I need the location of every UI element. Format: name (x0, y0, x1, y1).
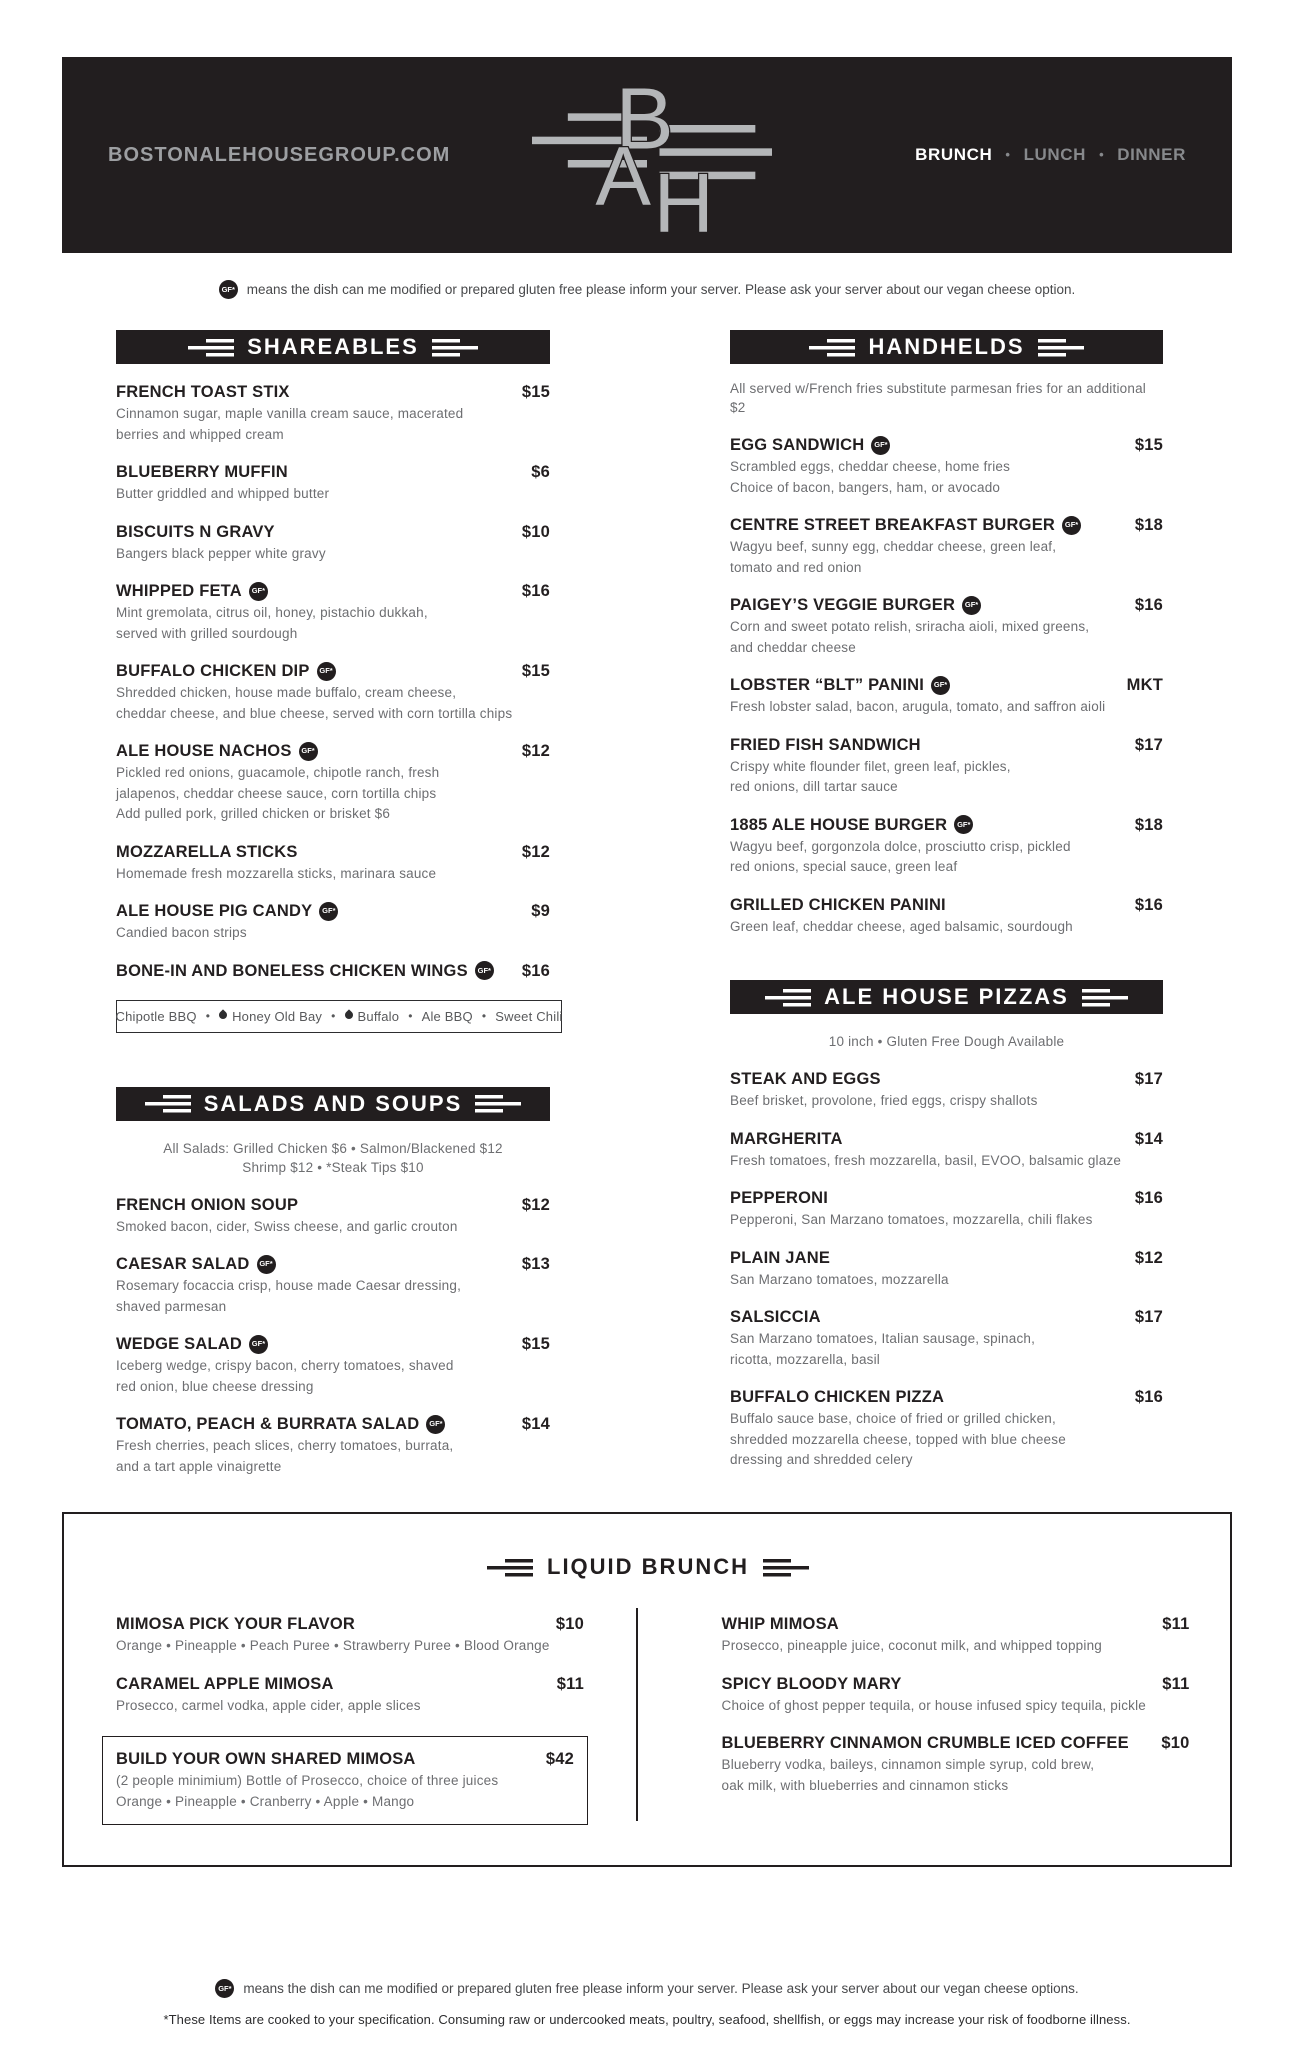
sauce-option: Buffalo (345, 1009, 400, 1024)
item-name: BLUEBERRY CINNAMON CRUMBLE ICED COFFEE (721, 1734, 1129, 1752)
gf-badge-icon: GF* (317, 662, 336, 681)
liquid-brunch-section (62, 1512, 1232, 1867)
item-name: WEDGE SALAD (116, 1335, 242, 1353)
bullet-separator: • (408, 1009, 413, 1023)
liquid-brunch-left-items (116, 1596, 584, 1825)
item-description: Candied bacon strips (116, 925, 247, 940)
item-header (116, 580, 550, 602)
item-description: and cheddar cheese (730, 639, 856, 655)
menu-item (116, 1413, 550, 1476)
item-price: $11 (1162, 1674, 1190, 1693)
header-bar (62, 57, 1232, 253)
bah-monogram-logo (522, 65, 772, 250)
item-description: Wagyu beef, gorgonzola dolce, prosciutto crisp, pickled (730, 838, 1071, 854)
gf-badge-icon: GF* (249, 1335, 268, 1354)
item-name: STEAK AND EGGS (730, 1070, 881, 1088)
item-header (116, 521, 550, 543)
item-description: Cinnamon sugar, maple vanilla cream sauce, macerated (116, 406, 464, 421)
item-name: PLAIN JANE (730, 1248, 831, 1267)
menu-item (722, 1613, 1190, 1656)
item-header (730, 674, 1163, 696)
nav-tab-brunch: BRUNCH (915, 145, 993, 164)
liquid-brunch-right-items (722, 1596, 1190, 1825)
item-name: CENTRE STREET BREAKFAST BURGER (730, 516, 1056, 534)
spicy-drop-icon (343, 1009, 354, 1020)
bullet-separator: • (481, 1009, 487, 1023)
triple-lines-icon (1038, 338, 1084, 357)
triple-lines-icon (765, 988, 811, 1007)
section-header-handhelds (730, 330, 1163, 364)
item-price: $16 (1134, 596, 1163, 614)
item-name: SALSICCIA (730, 1308, 821, 1326)
shareables-items (116, 381, 550, 982)
item-price: $14 (521, 1415, 550, 1433)
item-name: LOBSTER “BLT” PANINI (730, 676, 925, 694)
sauce-option: Sweet Chili (495, 1008, 563, 1024)
item-name: EGG SANDWICH (730, 436, 865, 454)
gf-badge-icon: GF* (426, 1415, 445, 1434)
menu-item (116, 1333, 550, 1396)
item-description: San Marzano tomatoes, Italian sausage, spinach, (730, 1331, 1036, 1346)
item-price: $12 (521, 742, 550, 760)
gf-badge-icon: GF* (319, 902, 338, 921)
item-name: BLUEBERRY MUFFIN (116, 463, 288, 481)
item-price: $15 (1134, 436, 1163, 454)
item-description: Corn and sweet potato relish, sriracha aioli, mixed greens, (730, 619, 1090, 634)
item-description: Beef brisket, provolone, fried eggs, crispy shallots (730, 1093, 1038, 1108)
triple-lines-icon (475, 1094, 521, 1113)
item-header (116, 461, 550, 483)
triple-lines-icon (432, 338, 478, 357)
item-description: ricotta, mozzarella, basil (730, 1351, 881, 1367)
item-description: Rosemary focaccia crisp, house made Caesar dressing, (116, 1278, 462, 1293)
sauce-option: Honey Old Bay (219, 1009, 322, 1024)
spicy-drop-icon (217, 1009, 228, 1020)
item-price: $11 (1162, 1615, 1190, 1633)
item-name: BUFFALO CHICKEN DIP (116, 662, 310, 680)
sauce-option: Ale BBQ (421, 1008, 473, 1024)
menu-item (102, 1736, 588, 1825)
menu-item (116, 960, 550, 982)
item-name: FRENCH TOAST STIX (116, 383, 290, 401)
item-description: jalapenos, cheddar cheese sauce, corn tortilla chips (116, 785, 437, 801)
item-description: Choice of bacon, bangers, ham, or avocado (730, 479, 1001, 495)
item-price: $16 (1134, 1388, 1163, 1406)
item-price: $16 (1134, 1189, 1163, 1207)
raw-food-disclaimer: *These Items are cooked to your specification. Consuming raw or undercooked meats, poultry, seafood, shellfish, or eggs may increase your risk of foodborne illness. (163, 2012, 1131, 2027)
menu-item (730, 814, 1163, 877)
item-description: Pepperoni, San Marzano tomatoes, mozzarella, chili flakes (730, 1212, 1093, 1227)
menu-item (116, 381, 550, 444)
item-header (116, 1194, 550, 1216)
menu-item (116, 1673, 584, 1716)
item-price: $13 (521, 1255, 550, 1273)
svg-text:B: B (615, 69, 674, 168)
left-column (115, 330, 563, 1476)
item-header (116, 960, 550, 982)
gf-badge-icon: GF* (475, 961, 494, 980)
menu-item (730, 434, 1163, 497)
menu-item (116, 461, 550, 504)
pizzas-items (730, 1068, 1163, 1470)
section-header-liquid-brunch (116, 1554, 1180, 1580)
gf-badge-icon: GF* (871, 436, 890, 455)
item-description: Buffalo sauce base, choice of fried or grilled chicken, (730, 1411, 1056, 1426)
item-header (730, 594, 1163, 616)
salads-items (116, 1194, 550, 1477)
item-description: Blueberry vodka, baileys, cinnamon simple syrup, cold brew, (721, 1757, 1095, 1772)
item-description: Fresh tomatoes, fresh mozzarella, basil, EVOO, balsamic glaze (730, 1152, 1122, 1168)
item-header (722, 1613, 1190, 1635)
column-divider (636, 1608, 638, 1821)
pizzas-note: 10 inch • Gluten Free Dough Available (828, 1034, 1065, 1049)
item-name: WHIPPED FETA (116, 582, 242, 600)
item-price: $10 (555, 1615, 584, 1633)
item-description: served with grilled sourdough (116, 625, 298, 641)
bullet-separator: • (205, 1009, 211, 1023)
item-name: CAESAR SALAD (116, 1255, 250, 1273)
menu-item (730, 1068, 1163, 1111)
item-description: and a tart apple vinaigrette (116, 1458, 282, 1474)
menu-item (116, 841, 550, 884)
item-price: $16 (1134, 895, 1163, 914)
item-price: $14 (1134, 1129, 1163, 1148)
item-description: San Marzano tomatoes, mozzarella (730, 1271, 949, 1287)
item-description: red onions, dill tartar sauce (730, 779, 898, 794)
item-price: MKT (1126, 676, 1163, 694)
menu-item (730, 1128, 1163, 1171)
item-description: Add pulled pork, grilled chicken or brisket $6 (116, 806, 391, 821)
menu-item (730, 1247, 1163, 1290)
item-name: ALE HOUSE NACHOS (116, 742, 292, 760)
item-description: shredded mozzarella cheese, topped with blue cheese (730, 1431, 1066, 1447)
section-title: HANDHELDS (868, 334, 1025, 359)
item-name: BISCUITS N GRAVY (116, 522, 275, 541)
item-price: $16 (521, 582, 550, 600)
svg-text:A: A (595, 130, 651, 223)
bullet-separator: • (331, 1009, 336, 1023)
item-price: $15 (521, 662, 550, 680)
menu-item (730, 894, 1163, 937)
item-description: Orange • Pineapple • Peach Puree • Strawberry Puree • Blood Orange (116, 1638, 550, 1653)
gf-badge-icon: GF* (962, 596, 981, 615)
item-header (730, 1068, 1163, 1090)
triple-lines-icon (487, 1558, 533, 1577)
website-url: BOSTONALEHOUSEGROUP.COM (108, 143, 451, 166)
gluten-free-note-text: means the dish can me modified or prepared gluten free please inform your server. Please ask your server about our vegan cheese option. (246, 282, 1076, 297)
item-name: MIMOSA PICK YOUR FLAVOR (116, 1615, 355, 1633)
item-header (730, 1306, 1163, 1328)
item-name: BUILD YOUR OWN SHARED MIMOSA (116, 1750, 416, 1768)
item-name: CARAMEL APPLE MIMOSA (116, 1674, 334, 1693)
item-header (116, 900, 550, 922)
menu-item (730, 734, 1163, 797)
item-name: MOZZARELLA STICKS (116, 842, 298, 861)
item-price: $16 (521, 961, 550, 980)
item-description: Choice of ghost pepper tequila, or house infused spicy tequila, pickle (721, 1697, 1147, 1713)
menu-item (116, 1613, 584, 1656)
menu-columns (62, 330, 1232, 1476)
item-price: $12 (1134, 1248, 1163, 1267)
menu-item (730, 594, 1163, 657)
item-name: FRIED FISH SANDWICH (730, 735, 921, 754)
section-title: SHAREABLES (247, 334, 419, 359)
section-header-salads-and-soups (116, 1087, 550, 1121)
triple-lines-icon (809, 338, 855, 357)
item-name: ALE HOUSE PIG CANDY (116, 902, 313, 920)
item-price: $18 (1134, 815, 1163, 834)
section-header-ale-house-pizzas (730, 980, 1163, 1014)
handhelds-items (730, 434, 1163, 936)
item-header (116, 381, 550, 403)
item-description: Scrambled eggs, cheddar cheese, home fries (730, 459, 1011, 474)
item-header (116, 1673, 584, 1695)
item-description: Pickled red onions, guacamole, chipotle ranch, fresh (116, 765, 440, 780)
handhelds-note: All served w/French fries substitute parmesan fries for an additional $2 (730, 381, 1146, 415)
gf-badge-icon: GF* (257, 1255, 276, 1274)
triple-lines-icon (763, 1558, 809, 1577)
menu-item (116, 900, 550, 943)
nav-tab-dinner: • DINNER (1086, 145, 1186, 165)
item-header (116, 1413, 550, 1435)
item-description: Wagyu beef, sunny egg, cheddar cheese, green leaf, (730, 539, 1057, 554)
item-price: $10 (1161, 1734, 1190, 1752)
item-price: $6 (531, 463, 550, 481)
item-description: shaved parmesan (116, 1298, 227, 1314)
item-header (722, 1732, 1190, 1754)
item-description: Fresh cherries, peach slices, cherry tomatoes, burrata, (116, 1438, 454, 1453)
item-description: cheddar cheese, and blue cheese, served with corn tortilla chips (116, 705, 513, 721)
gf-badge-icon: GF* (249, 582, 268, 601)
gf-badge-icon: GF* (219, 280, 238, 299)
item-name: FRENCH ONION SOUP (116, 1195, 299, 1214)
gf-badge-icon: GF* (931, 676, 950, 695)
item-header (116, 1333, 550, 1355)
item-price: $18 (1134, 516, 1163, 534)
gluten-free-note-top (0, 280, 1294, 299)
menu-item (116, 580, 550, 643)
item-price: $17 (1134, 735, 1163, 754)
wing-sauces-box (116, 1000, 562, 1033)
item-header (722, 1673, 1190, 1695)
item-name: 1885 ALE HOUSE BURGER (730, 815, 948, 834)
item-header (730, 814, 1163, 836)
salads-note-line2: Shrimp $12 • *Steak Tips $10 (242, 1159, 424, 1175)
item-name: TOMATO, PEACH & BURRATA SALAD (116, 1415, 420, 1433)
item-price: $12 (521, 1195, 550, 1214)
item-description: red onion, blue cheese dressing (116, 1378, 314, 1394)
item-header (116, 1253, 550, 1275)
item-header (730, 1386, 1163, 1408)
menu-item (730, 1306, 1163, 1369)
section-header-shareables (116, 330, 550, 364)
item-header (730, 734, 1163, 756)
item-description: Bangers black pepper white gravy (116, 545, 326, 561)
item-header (730, 1128, 1163, 1150)
brunch-menu-page (0, 57, 1294, 2057)
item-description: Fresh lobster salad, bacon, arugula, tomato, and saffron aioli (730, 699, 1106, 714)
item-header (730, 514, 1163, 536)
item-price: $17 (1134, 1308, 1163, 1326)
item-price: $9 (531, 902, 550, 920)
section-title: SALADS AND SOUPS (203, 1090, 463, 1116)
item-description: Mint gremolata, citrus oil, honey, pistachio dukkah, (116, 605, 428, 620)
item-name: WHIP MIMOSA (721, 1615, 839, 1633)
item-description: Prosecco, carmel vodka, apple cider, apple slices (116, 1697, 421, 1713)
item-header (116, 841, 550, 863)
item-name: MARGHERITA (730, 1129, 843, 1148)
item-header (730, 1187, 1163, 1209)
triple-lines-icon (145, 1094, 191, 1113)
item-price: $12 (521, 842, 550, 861)
item-description: Shredded chicken, house made buffalo, cream cheese, (116, 685, 457, 700)
item-description: (2 people minimium) Bottle of Prosecco, choice of three juices (116, 1773, 499, 1788)
footer-notes (0, 1979, 1294, 2027)
gluten-free-note-bottom (0, 1979, 1294, 1998)
item-description: Green leaf, cheddar cheese, aged balsamic, sourdough (730, 918, 1073, 934)
item-description: Iceberg wedge, crispy bacon, cherry tomatoes, shaved (116, 1358, 454, 1373)
item-price: $17 (1134, 1070, 1163, 1088)
item-name: SPICY BLOODY MARY (721, 1674, 902, 1693)
menu-item (116, 1194, 550, 1237)
item-name: PEPPERONI (730, 1189, 829, 1207)
menu-item (116, 1253, 550, 1316)
item-description: Orange • Pineapple • Cranberry • Apple • Mango (116, 1793, 415, 1809)
item-description: dressing and shredded celery (730, 1452, 913, 1467)
nav-tab-lunch: • LUNCH (992, 145, 1086, 165)
item-header (730, 1247, 1163, 1269)
salads-note (116, 1139, 550, 1177)
item-description: Smoked bacon, cider, Swiss cheese, and garlic crouton (116, 1218, 458, 1234)
item-price: $42 (545, 1750, 574, 1768)
salads-note-line1: All Salads: Grilled Chicken $6 • Salmon/Blackened $12 (163, 1140, 503, 1156)
item-header (116, 740, 550, 762)
menu-item (730, 514, 1163, 577)
item-name: PAIGEY’S VEGGIE BURGER (730, 596, 956, 614)
gf-badge-icon: GF* (1062, 516, 1081, 535)
item-description: Crispy white flounder filet, green leaf, pickles, (730, 758, 1011, 774)
menu-item (730, 1187, 1163, 1230)
item-header (116, 660, 550, 682)
item-header (730, 894, 1163, 916)
svg-text:H: H (653, 156, 714, 250)
menu-item (116, 740, 550, 824)
item-description: Homemade fresh mozzarella sticks, marinara sauce (116, 865, 437, 881)
item-description: Butter griddled and whipped butter (116, 486, 330, 501)
item-name: BUFFALO CHICKEN PIZZA (730, 1388, 945, 1406)
item-name: GRILLED CHICKEN PANINI (730, 895, 946, 914)
menu-item (116, 521, 550, 564)
item-description: red onions, special sauce, green leaf (730, 859, 958, 874)
item-description: berries and whipped cream (116, 426, 284, 442)
gf-badge-icon: GF* (215, 1979, 234, 1998)
menu-item (722, 1732, 1190, 1795)
item-price: $11 (556, 1674, 584, 1693)
section-title: ALE HOUSE PIZZAS (824, 984, 1069, 1009)
gf-badge-icon: GF* (299, 742, 318, 761)
section-title: LIQUID BRUNCH (547, 1554, 749, 1579)
item-price: $15 (521, 1335, 550, 1353)
triple-lines-icon (1082, 988, 1128, 1007)
item-price: $10 (521, 522, 550, 541)
item-header (116, 1613, 584, 1635)
item-description: tomato and red onion (730, 559, 862, 575)
item-price: $15 (521, 383, 550, 401)
menu-item (730, 1386, 1163, 1470)
item-description: Prosecco, pineapple juice, coconut milk, and whipped topping (721, 1638, 1102, 1653)
triple-lines-icon (188, 338, 234, 357)
item-description: oak milk, with blueberries and cinnamon sticks (721, 1777, 1009, 1793)
gluten-free-note-text: means the dish can me modified or prepared gluten free please inform your server. Please ask your server about our vegan cheese options. (243, 1981, 1079, 1996)
item-name: BONE-IN AND BONELESS CHICKEN WINGS (116, 961, 468, 980)
menu-item (730, 674, 1163, 717)
menu-item (722, 1673, 1190, 1716)
menu-item (116, 660, 550, 723)
item-header (730, 434, 1163, 456)
menu-nav (915, 145, 1186, 165)
sauce-option: Chipotle BBQ (115, 1008, 197, 1024)
gf-badge-icon: GF* (954, 815, 973, 834)
item-header (116, 1748, 574, 1770)
liquid-brunch-columns (116, 1596, 1190, 1825)
right-column (730, 330, 1163, 1476)
